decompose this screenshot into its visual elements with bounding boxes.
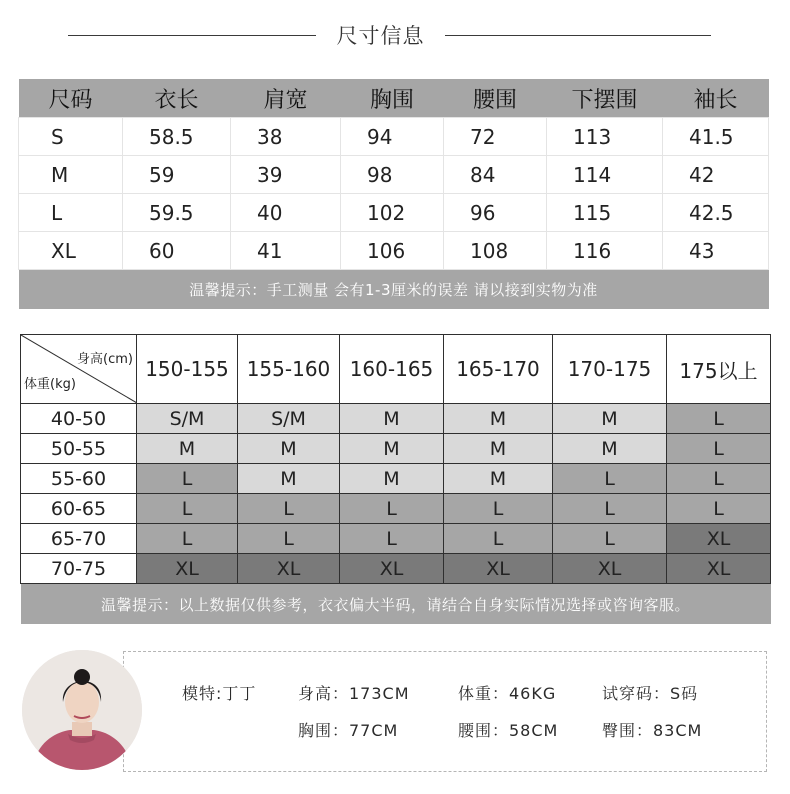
diagonal-line xyxy=(21,335,137,403)
cell-hem: 113 xyxy=(547,118,663,156)
model-height: 身高：173CM xyxy=(298,684,410,703)
height-range-header: 170-175 xyxy=(553,335,667,404)
cell-hem: 114 xyxy=(547,156,663,194)
table-row xyxy=(21,524,771,554)
cell-length: 59 xyxy=(123,156,231,194)
cell-bust: 98 xyxy=(341,156,444,194)
col-header-hem: 下摆围 xyxy=(547,79,663,118)
cell-size: L xyxy=(19,194,123,232)
size-cell: L xyxy=(340,494,444,524)
size-cell: L xyxy=(667,404,771,434)
recommend-header-row xyxy=(21,335,771,404)
size-cell: L xyxy=(137,464,238,494)
table-row xyxy=(19,118,769,156)
size-cell: M xyxy=(137,434,238,464)
cell-waist: 108 xyxy=(444,232,547,270)
col-header-waist: 腰围 xyxy=(444,79,547,118)
section-header xyxy=(0,18,790,52)
size-note-row xyxy=(19,270,769,310)
size-table-header-row xyxy=(19,79,769,118)
weight-range-cell: 40-50 xyxy=(21,404,137,434)
cell-shoulder: 39 xyxy=(231,156,341,194)
height-axis-label: 身高(cm) xyxy=(77,352,133,367)
corner-header-cell xyxy=(21,335,137,404)
size-cell: XL xyxy=(667,524,771,554)
size-cell: M xyxy=(340,434,444,464)
model-info-box xyxy=(123,651,767,772)
size-cell: L xyxy=(667,434,771,464)
table-row xyxy=(19,232,769,270)
size-cell: XL xyxy=(340,554,444,584)
size-cell: L xyxy=(238,494,340,524)
model-avatar xyxy=(22,650,142,770)
size-cell: S/M xyxy=(137,404,238,434)
size-cell: M xyxy=(340,464,444,494)
size-cell: M xyxy=(553,404,667,434)
cell-shoulder: 40 xyxy=(231,194,341,232)
cell-sleeve: 43 xyxy=(663,232,769,270)
cell-hem: 116 xyxy=(547,232,663,270)
cell-size: XL xyxy=(19,232,123,270)
cell-bust: 94 xyxy=(341,118,444,156)
size-cell: M xyxy=(444,434,553,464)
col-header-length: 衣长 xyxy=(123,79,231,118)
size-cell: L xyxy=(444,524,553,554)
size-cell: L xyxy=(553,464,667,494)
model-hip: 臀围：83CM xyxy=(602,721,703,740)
size-cell: M xyxy=(553,434,667,464)
weight-range-cell: 50-55 xyxy=(21,434,137,464)
size-cell: M xyxy=(238,464,340,494)
size-table xyxy=(18,79,769,309)
cell-sleeve: 42 xyxy=(663,156,769,194)
size-cell: XL xyxy=(137,554,238,584)
height-range-header: 155-160 xyxy=(238,335,340,404)
cell-length: 60 xyxy=(123,232,231,270)
model-name: 模特:丁丁 xyxy=(182,684,257,703)
cell-bust: 102 xyxy=(341,194,444,232)
col-header-shoulder: 肩宽 xyxy=(231,79,341,118)
cell-sleeve: 41.5 xyxy=(663,118,769,156)
cell-hem: 115 xyxy=(547,194,663,232)
size-cell: M xyxy=(238,434,340,464)
table-row xyxy=(21,494,771,524)
height-range-header: 160-165 xyxy=(340,335,444,404)
size-cell: L xyxy=(553,494,667,524)
size-cell: XL xyxy=(238,554,340,584)
table-row xyxy=(19,156,769,194)
model-weight: 体重：46KG xyxy=(458,684,557,703)
col-header-sleeve: 袖长 xyxy=(663,79,769,118)
table-row xyxy=(21,434,771,464)
model-waist: 腰围：58CM xyxy=(458,721,559,740)
table-row xyxy=(19,194,769,232)
weight-range-cell: 60-65 xyxy=(21,494,137,524)
table-row xyxy=(21,554,771,584)
cell-length: 59.5 xyxy=(123,194,231,232)
height-range-header: 175以上 xyxy=(667,335,771,404)
cell-shoulder: 38 xyxy=(231,118,341,156)
measurement-note: 温馨提示：手工测量 会有1-3厘米的误差 请以接到实物为准 xyxy=(19,270,769,310)
cell-waist: 72 xyxy=(444,118,547,156)
page-title: 尺寸信息 xyxy=(336,24,425,48)
cell-waist: 96 xyxy=(444,194,547,232)
weight-range-cell: 55-60 xyxy=(21,464,137,494)
size-cell: L xyxy=(340,524,444,554)
cell-shoulder: 41 xyxy=(231,232,341,270)
size-cell: L xyxy=(137,524,238,554)
header-rule-left xyxy=(68,35,316,36)
height-range-header: 165-170 xyxy=(444,335,553,404)
recommend-table xyxy=(20,334,771,624)
size-cell: S/M xyxy=(238,404,340,434)
size-cell: XL xyxy=(553,554,667,584)
recommend-note: 温馨提示：以上数据仅供参考，衣衣偏大半码，请结合自身实际情况选择或咨询客服。 xyxy=(21,584,771,625)
size-cell: XL xyxy=(444,554,553,584)
size-cell: M xyxy=(444,464,553,494)
size-cell: XL xyxy=(667,554,771,584)
size-cell: L xyxy=(444,494,553,524)
recommend-note-row xyxy=(21,584,771,625)
cell-waist: 84 xyxy=(444,156,547,194)
cell-size: S xyxy=(19,118,123,156)
size-cell: L xyxy=(667,494,771,524)
model-try-size: 试穿码：S码 xyxy=(602,684,699,703)
cell-size: M xyxy=(19,156,123,194)
model-bust: 胸围：77CM xyxy=(298,721,399,740)
size-cell: M xyxy=(444,404,553,434)
table-row xyxy=(21,404,771,434)
size-cell: L xyxy=(553,524,667,554)
weight-range-cell: 70-75 xyxy=(21,554,137,584)
header-rule-right xyxy=(445,35,711,36)
cell-bust: 106 xyxy=(341,232,444,270)
size-cell: L xyxy=(137,494,238,524)
height-range-header: 150-155 xyxy=(137,335,238,404)
col-header-bust: 胸围 xyxy=(341,79,444,118)
cell-length: 58.5 xyxy=(123,118,231,156)
col-header-size: 尺码 xyxy=(19,79,123,118)
model-portrait-icon xyxy=(22,650,142,770)
table-row xyxy=(21,464,771,494)
weight-axis-label: 体重(kg) xyxy=(24,377,76,392)
cell-sleeve: 42.5 xyxy=(663,194,769,232)
weight-range-cell: 65-70 xyxy=(21,524,137,554)
size-cell: M xyxy=(340,404,444,434)
size-cell: L xyxy=(667,464,771,494)
size-cell: L xyxy=(238,524,340,554)
